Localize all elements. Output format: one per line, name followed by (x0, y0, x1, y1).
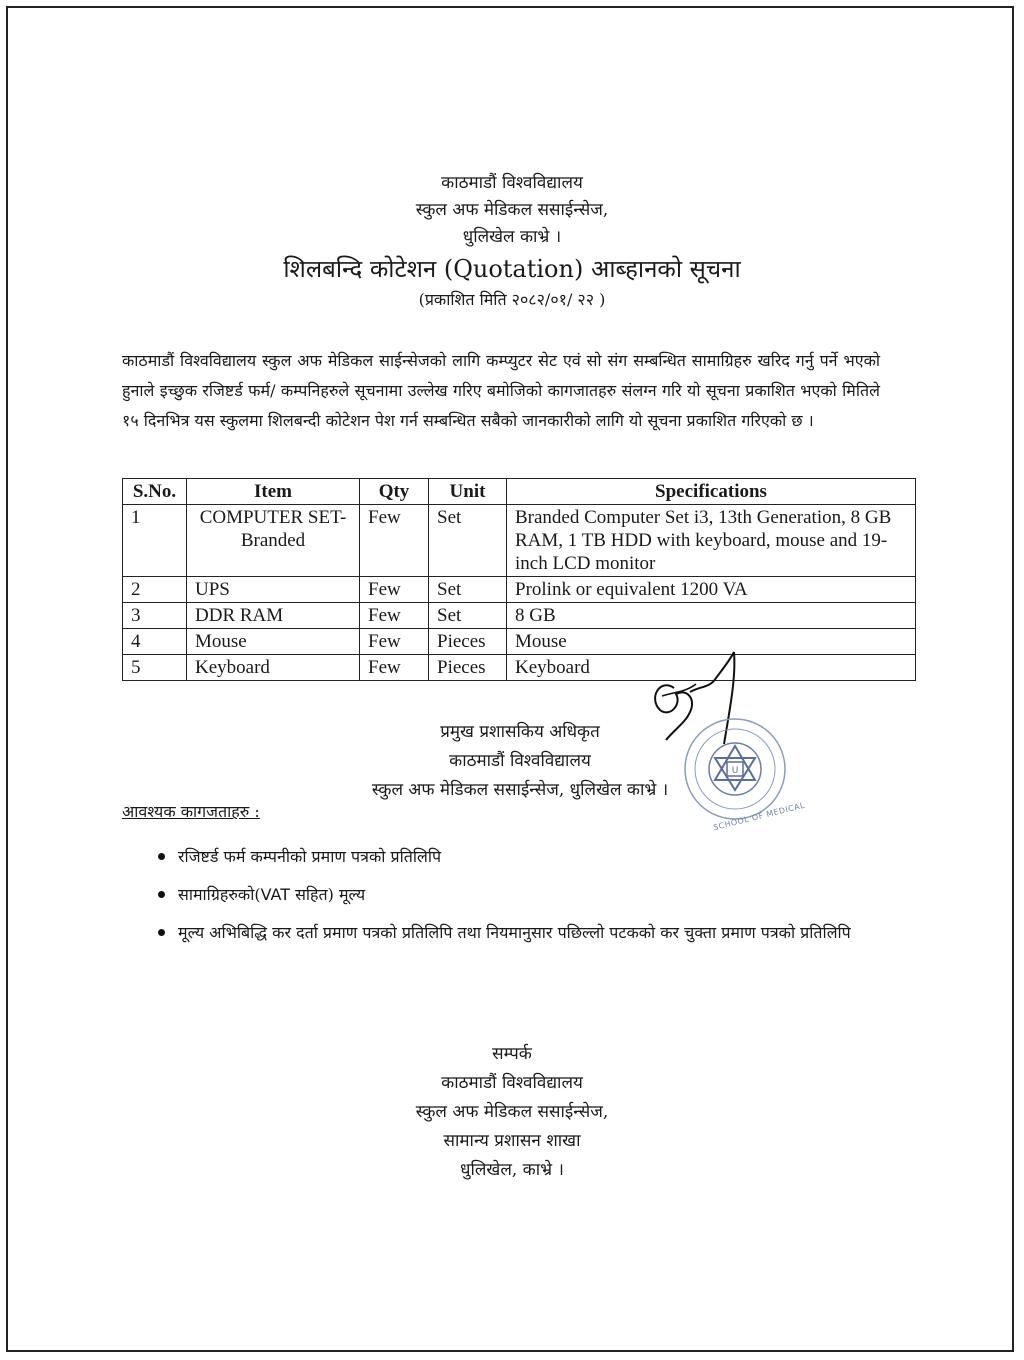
cell-spec: Mouse (507, 629, 916, 655)
requirements-title: आवश्यक कागजताहरु : (122, 802, 260, 821)
requirement-text-post: सहित) मूल्य (290, 885, 366, 904)
header-qty: Qty (360, 479, 429, 505)
intro-paragraph: काठमाडौं विश्वविद्यालय स्कुल अफ मेडिकल साईन्सेजको लागि कम्प्युटर सेट एवं सो संग सम्बन्धित सामाग्रिहरु खरिद गर्नु पर्ने भएको हुनाले इच्छुक रजिष्टर्ड फर्म/ कम्पनिहरुले सूचनामा उल्लेख गरिए बमोजिको कागजातहरु संलग्न गरि यो सूचना प्रकाशित भएको मितिले १५ दिनभित्र यस स्कुलमा शिलबन्दी कोटेशन पेश गर्न सम्बन्धित सबैको जानकारीको लागि यो सूचना प्रकाशित गरिएको छ । (122, 351, 880, 430)
cell-spec: Branded Computer Set i3, 13th Generation, 8 GB RAM, 1 TB HDD with keyboard, mouse and 19-inch LCD monitor (507, 505, 916, 577)
requirement-text-vat: VAT (260, 885, 290, 904)
list-item (150, 920, 880, 946)
cell-unit: Set (429, 577, 507, 603)
bullet-icon (158, 891, 165, 898)
table-row (123, 629, 916, 655)
cell-qty: Few (360, 629, 429, 655)
cell-item: UPS (187, 577, 360, 603)
contact-school: स्कुल अफ मेडिकल ससाईन्सेज, (415, 1102, 609, 1122)
cell-item: Keyboard (187, 655, 360, 681)
cell-sno: 4 (123, 629, 187, 655)
requirements-list (150, 844, 880, 958)
signatory-university: काठमाडौं विश्वविद्यालय (449, 751, 591, 771)
cell-qty: Few (360, 603, 429, 629)
cell-unit: Pieces (429, 655, 507, 681)
contact-university: काठमाडौं विश्वविद्यालय (441, 1073, 583, 1093)
cell-item: COMPUTER SET- Branded (187, 505, 360, 577)
header-unit: Unit (429, 479, 507, 505)
requirement-text-pre: सामाग्रिहरुको( (178, 885, 261, 904)
list-item (150, 844, 880, 870)
cell-sno: 1 (123, 505, 187, 577)
signatory-title: प्रमुख प्रशासकिय अधिकृत (440, 722, 600, 742)
signatory-block (340, 718, 700, 805)
cell-qty: Few (360, 655, 429, 681)
table-row (123, 655, 916, 681)
contact-block (0, 1040, 1024, 1185)
contact-department: सामान्य प्रशासन शाखा (443, 1131, 581, 1151)
requirement-text: रजिष्टर्ड फर्म कम्पनीको प्रमाण पत्रको प्रतिलिपि (178, 847, 442, 866)
cell-item: DDR RAM (187, 603, 360, 629)
contact-heading: सम्पर्क (492, 1044, 532, 1064)
table-row (123, 505, 916, 577)
bullet-icon (158, 853, 165, 860)
cell-unit: Pieces (429, 629, 507, 655)
published-date: (प्रकाशित मिति २०८२/०१/ २२ ) (418, 290, 606, 309)
table-header-row (123, 479, 916, 505)
notice-title: शिलबन्दि कोटेशन (Quotation) आब्हानको सूचना (283, 255, 741, 283)
cell-unit: Set (429, 603, 507, 629)
header-item: Item (187, 479, 360, 505)
cell-qty: Few (360, 577, 429, 603)
cell-spec: Prolink or equivalent 1200 VA (507, 577, 916, 603)
svg-text:U: U (731, 766, 739, 776)
signatory-school: स्कुल अफ मेडिकल ससाईन्सेज, धुलिखेल काभ्रे । (371, 780, 669, 800)
cell-unit: Set (429, 505, 507, 577)
school-location: धुलिखेल काभ्रे । (462, 227, 562, 247)
school-name: स्कुल अफ मेडिकल ससाईन्सेज, (415, 200, 609, 220)
cell-sno: 3 (123, 603, 187, 629)
requirement-text: मूल्य अभिबिद्धि कर दर्ता प्रमाण पत्रको प्रतिलिपि तथा नियमानुसार पछिल्लो पटकको कर चुक्ता प्रमाण पत्रको प्रतिलिपि (178, 923, 851, 942)
cell-qty: Few (360, 505, 429, 577)
cell-sno: 5 (123, 655, 187, 681)
cell-sno: 2 (123, 577, 187, 603)
table-row (123, 577, 916, 603)
list-item (150, 882, 880, 908)
cell-spec: Keyboard (507, 655, 916, 681)
contact-location: धुलिखेल, काभ्रे । (460, 1160, 564, 1180)
items-table (122, 478, 916, 681)
university-name: काठमाडौं विश्वविद्यालय (441, 173, 583, 193)
table-row (123, 603, 916, 629)
cell-spec: 8 GB (507, 603, 916, 629)
header-sno: S.No. (123, 479, 187, 505)
bullet-icon (158, 929, 165, 936)
letterhead (0, 170, 1024, 313)
cell-item: Mouse (187, 629, 360, 655)
header-specifications: Specifications (507, 479, 916, 505)
seal-text: SCHOOL OF MEDICAL (712, 800, 806, 833)
